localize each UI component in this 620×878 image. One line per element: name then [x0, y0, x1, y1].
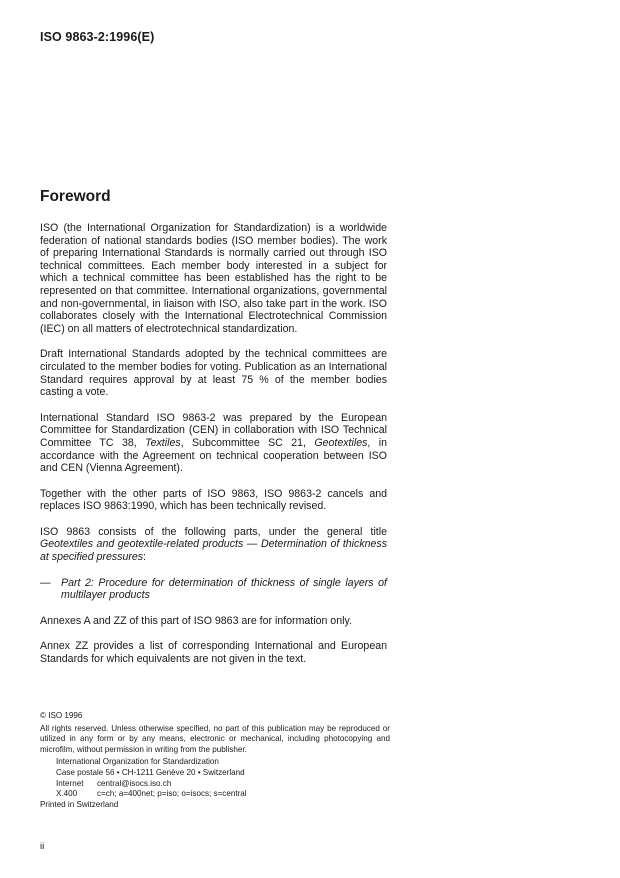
- internet-row: [56, 779, 390, 790]
- x400-label: X.400: [56, 789, 78, 799]
- document-id-header: ISO 9863-2:1996(E): [40, 30, 155, 44]
- list-dash: —: [40, 576, 51, 589]
- paragraph-annexes: Annexes A and ZZ of this part of ISO 9863 are for information only.: [40, 614, 352, 627]
- copyright-block: [40, 711, 390, 810]
- publisher-address: [56, 757, 390, 799]
- paragraph-preparation: [40, 412, 387, 475]
- foreword-body: [40, 222, 387, 679]
- paragraph-parts-text-a: ISO 9863 consists of the following parts, under the general title: [40, 525, 387, 538]
- paragraph-preparation-text-e: , in accordance with the Agreement on technical cooperation between ISO and CEN (Vienna Agreement).: [40, 436, 387, 475]
- page-number: ii: [40, 841, 45, 852]
- paragraph-preparation-text-c: , Subcommittee SC 21,: [180, 436, 315, 449]
- paragraph-parts-text-c: :: [143, 551, 146, 564]
- paragraph-draft-standards: Draft International Standards adopted by the technical committees are circulated to the member bodies for voting. Publication as an International Standard requires approval by at least 75 % of the member bodies casting a vote.: [40, 348, 387, 399]
- internet-label: Internet: [56, 778, 84, 788]
- list-item: [40, 577, 387, 602]
- list-item-text: Part 2: Procedure for determination of thickness of single layers of multilayer products: [61, 576, 387, 602]
- paragraph-annex-zz: Annex ZZ provides a list of corresponding International and European Standards for which equivalents are not given in the text.: [40, 640, 387, 666]
- page-title: Foreword: [40, 188, 111, 205]
- x400-value: c=ch; a=400net; p=iso; o=isocs; s=central: [97, 789, 247, 799]
- paragraph-iso-intro: ISO (the International Organization for Standardization) is a worldwide federation of national standards bodies (ISO member bodies). The work of preparing International Standards is normally carried out through ISO technical committees. Each member body interested in a subject for which a technical committee has been established has the right to be represented on that committee. International organizations, governmental and non-governmental, in liaison with ISO, also take part in the work. ISO collaborates closely with the International Electrotechnical Commission (IEC) on all matters of electrotechnical standardization.: [40, 222, 387, 335]
- paragraph-replacement: Together with the other parts of ISO 9863, ISO 9863-2 cancels and replaces ISO 9863:1990, which has been technically revised.: [40, 487, 387, 513]
- textiles-term: Textiles: [145, 436, 181, 449]
- publisher-org: International Organization for Standardization: [56, 757, 219, 767]
- geotextiles-term: Geotextiles: [314, 436, 368, 449]
- printed-in: Printed in Switzerland: [40, 799, 119, 809]
- publisher-postal: Case postale 56 • CH-1211 Genève 20 • Switzerland: [56, 767, 245, 777]
- general-title: Geotextiles and geotextile-related products — Determination of thickness at specified pressures: [40, 538, 387, 564]
- rights-statement: All rights reserved. Unless otherwise specified, no part of this publication may be reproduced or utilized in any form or by any means, electronic or mechanical, including photocopying and microfilm, without permission in writing from the publisher.: [40, 723, 390, 754]
- paragraph-parts: [40, 526, 387, 564]
- paragraph-preparation-text-a: International Standard ISO 9863-2 was prepared by the European Committee for Standardization (CEN) in collaboration with ISO Technical Committee TC 38,: [40, 411, 387, 449]
- copyright-line: © ISO 1996: [40, 711, 83, 720]
- internet-value: central@isocs.iso.ch: [97, 778, 172, 788]
- x400-row: [56, 789, 390, 800]
